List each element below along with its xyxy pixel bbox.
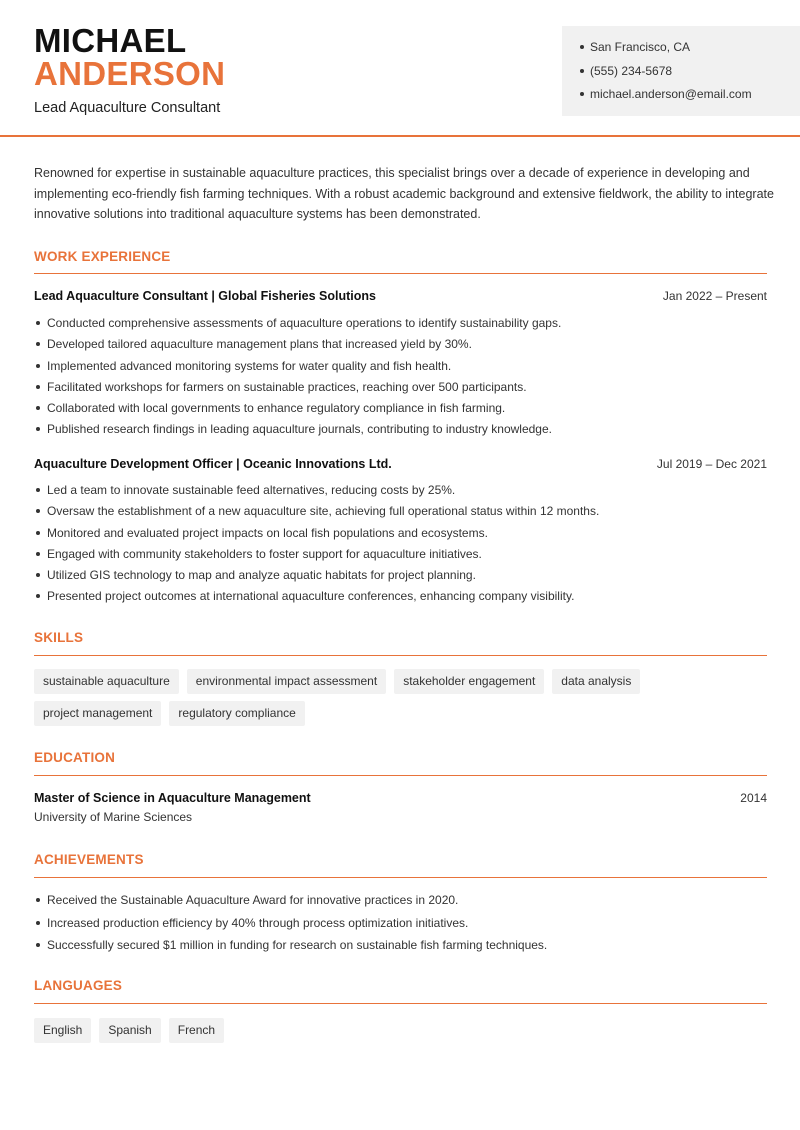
language-tag: English xyxy=(34,1018,91,1043)
job-dates: Jan 2022 – Present xyxy=(662,289,767,303)
job-bullet-list xyxy=(34,314,767,442)
section-title-languages: LANGUAGES xyxy=(34,978,123,993)
section-divider xyxy=(34,877,767,878)
contact-phone: (555) 234-5678 xyxy=(580,60,800,84)
contact-list xyxy=(580,36,800,107)
list-item: Monitored and evaluated project impacts on local fish populations and ecosystems. xyxy=(34,524,767,545)
list-item: Utilized GIS technology to map and analyze aquatic habitats for project planning. xyxy=(34,566,767,587)
job-title: Lead Aquaculture Consultant xyxy=(34,100,221,116)
achievements-list xyxy=(34,891,767,959)
list-item: Conducted comprehensive assessments of aquaculture operations to identify sustainability gaps. xyxy=(34,314,767,335)
list-item: Oversaw the establishment of a new aquaculture site, achieving full operational status within 12 months. xyxy=(34,502,767,523)
skill-tag: project management xyxy=(34,701,161,726)
education-year: 2014 xyxy=(740,791,767,805)
resume-header xyxy=(0,0,800,137)
list-item: Received the Sustainable Aquaculture Award for innovative practices in 2020. xyxy=(34,891,767,914)
list-item: Led a team to innovate sustainable feed alternatives, reducing costs by 25%. xyxy=(34,481,767,502)
section-title-skills: SKILLS xyxy=(34,630,84,645)
skill-tag: stakeholder engagement xyxy=(394,669,544,694)
skill-tag: data analysis xyxy=(552,669,640,694)
language-tag: French xyxy=(169,1018,224,1043)
list-item: Facilitated workshops for farmers on sustainable practices, reaching over 500 participants. xyxy=(34,378,767,399)
list-item: Published research findings in leading aquaculture journals, contributing to industry knowledge. xyxy=(34,420,767,441)
skill-tag: sustainable aquaculture xyxy=(34,669,179,694)
education-school: University of Marine Sciences xyxy=(34,810,193,824)
job-role: Aquaculture Development Officer | Oceanic Innovations Ltd. xyxy=(34,457,392,471)
summary-paragraph: Renowned for expertise in sustainable aquaculture practices, this specialist brings over a decade of experience in developing and implementing eco-friendly fish farming techniques. With a robust academic background and extensive fieldwork, the ability to integrate innovative solutions into traditional aquaculture systems has been demonstrated. xyxy=(34,166,774,221)
contact-email: michael.anderson@email.com xyxy=(580,83,800,107)
languages-tag-list xyxy=(34,1018,767,1043)
list-item: Successfully secured $1 million in funding for research on sustainable fish farming techniques. xyxy=(34,936,767,959)
section-divider xyxy=(34,1003,767,1004)
job-bullet-list xyxy=(34,481,767,609)
list-item: Collaborated with local governments to enhance regulatory compliance in fish farming. xyxy=(34,399,767,420)
contact-location: San Francisco, CA xyxy=(580,36,800,60)
job-entry-header xyxy=(34,457,767,475)
list-item: Presented project outcomes at international aquaculture conferences, enhancing company visibility. xyxy=(34,587,767,608)
section-title-work: WORK EXPERIENCE xyxy=(34,249,171,264)
list-item: Increased production efficiency by 40% through process optimization initiatives. xyxy=(34,914,767,937)
education-degree: Master of Science in Aquaculture Management xyxy=(34,791,311,805)
job-entry-header xyxy=(34,289,767,307)
section-title-achievements: ACHIEVEMENTS xyxy=(34,852,144,867)
last-name: ANDERSON xyxy=(34,55,226,92)
language-tag: Spanish xyxy=(99,1018,160,1043)
first-name: MICHAEL xyxy=(34,22,187,59)
skill-tag: environmental impact assessment xyxy=(187,669,386,694)
list-item: Developed tailored aquaculture management plans that increased yield by 30%. xyxy=(34,335,767,356)
skill-tag: regulatory compliance xyxy=(169,701,304,726)
job-role: Lead Aquaculture Consultant | Global Fisheries Solutions xyxy=(34,289,376,303)
section-divider xyxy=(34,655,767,656)
list-item: Engaged with community stakeholders to foster support for aquaculture initiatives. xyxy=(34,545,767,566)
skills-tag-list xyxy=(34,669,767,726)
section-divider xyxy=(34,775,767,776)
job-dates: Jul 2019 – Dec 2021 xyxy=(656,457,767,471)
section-title-education: EDUCATION xyxy=(34,750,116,765)
list-item: Implemented advanced monitoring systems for water quality and fish health. xyxy=(34,357,767,378)
contact-box xyxy=(562,26,800,116)
section-divider xyxy=(34,273,767,274)
